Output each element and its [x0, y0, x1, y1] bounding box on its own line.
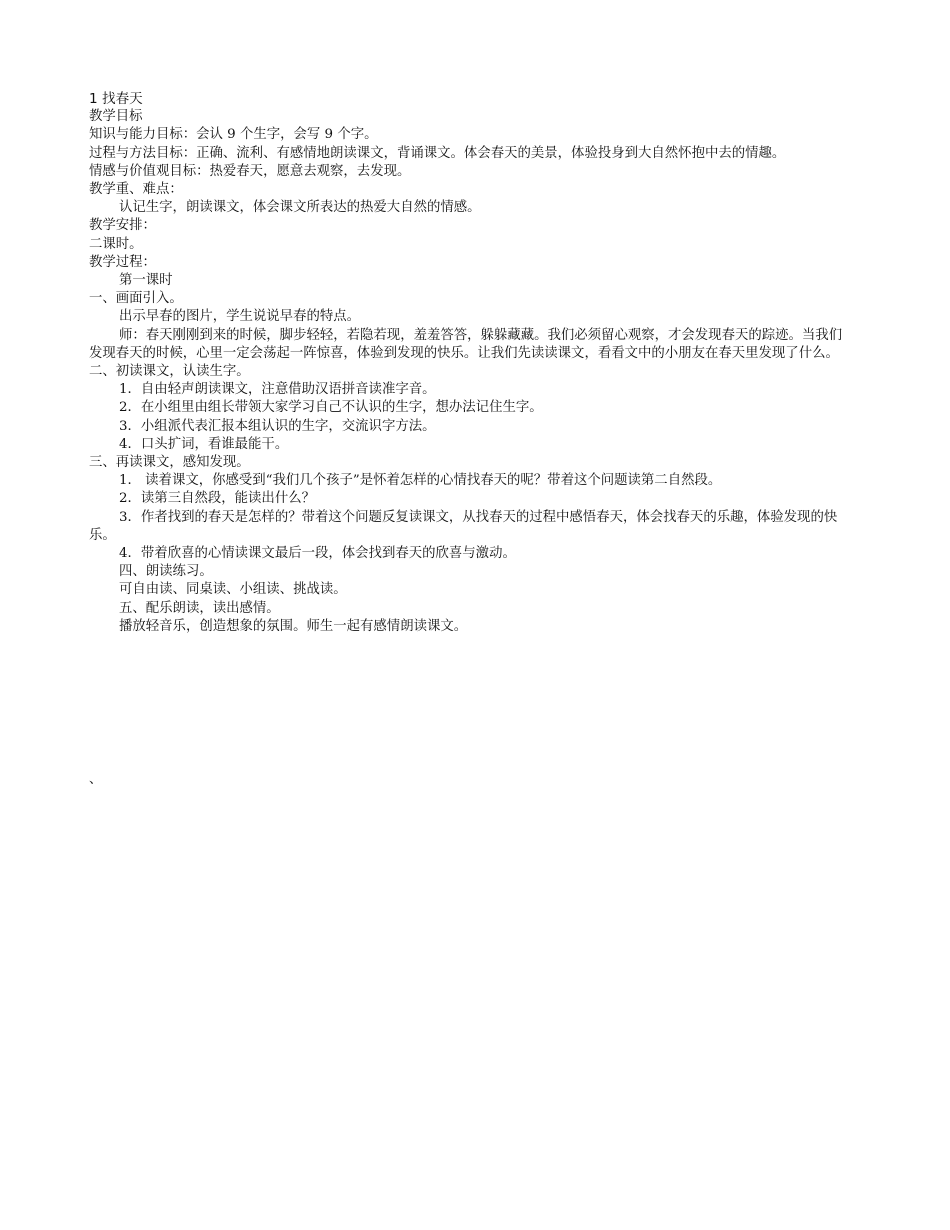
- paragraph-line: 3．作者找到的春天是怎样的？带着这个问题反复读课文，从找春天的过程中感悟春天，体会找春天的乐趣，体验发现的快乐。: [89, 509, 838, 543]
- paragraph-line: 出示早春的图片，学生说说早春的特点。: [119, 309, 361, 325]
- paragraph-line: 3．小组派代表汇报本组认识的生字，交流识字方法。: [119, 418, 436, 434]
- paragraph-line: 认记生字，朗读课文，体会课文所表达的热爱大自然的情感。: [119, 200, 481, 216]
- paragraph-line: 第一课时: [119, 273, 173, 289]
- paragraph-line: 1．自由轻声朗读课文，注意借助汉语拼音读准字音。: [119, 382, 436, 398]
- paragraph-line: 教学过程：: [89, 254, 156, 270]
- document-lines: [89, 108, 851, 636]
- paragraph-line: 教学目标: [89, 109, 143, 125]
- paragraph-line: 教学重、难点：: [89, 182, 183, 198]
- stray-punctuation: 、: [89, 772, 103, 787]
- paragraph-line: 教学安排：: [89, 218, 156, 234]
- paragraph-line: 一、画面引入。: [89, 291, 183, 307]
- paragraph-line: 可自由读、同桌读、小组读、挑战读。: [119, 582, 347, 598]
- document-title: 1 找春天: [89, 91, 143, 107]
- paragraph-line: 二、初读课文，认读生字。: [89, 364, 250, 380]
- document-body: [89, 90, 851, 636]
- paragraph-line: 情感与价值观目标：热爱春天，愿意去观察，去发现。: [89, 163, 411, 179]
- paragraph-line: 知识与能力目标：会认 9 个生字，会写 9 个字。: [89, 127, 378, 143]
- paragraph-line: 四、朗读练习。: [119, 564, 213, 580]
- paragraph-line: 师：春天刚刚到来的时候，脚步轻轻，若隐若现，羞羞答答，躲躲藏藏。我们必须留心观察，才会发现春天的踪迹。当我们发现春天的时候，心里一定会荡起一阵惊喜，体验到发现的快乐。让我们先读读课文，看看文中的小朋友在春天里发现了什么。: [89, 327, 843, 361]
- paragraph-line: 4．带着欣喜的心情读课文最后一段，体会找到春天的欣喜与激动。: [119, 546, 516, 562]
- paragraph-line: 2．在小组里由组长带领大家学习自己不认识的生字，想办法记住生字。: [119, 400, 543, 416]
- paragraph-line: 播放轻音乐，创造想象的氛围。师生一起有感情朗读课文。: [119, 618, 468, 634]
- paragraph-line: 过程与方法目标：正确、流利、有感情地朗读课文，背诵课文。体会春天的美景，体验投身到大自然怀抱中去的情趣。: [89, 145, 786, 161]
- paragraph-line: 2．读第三自然段，能读出什么？: [119, 491, 315, 507]
- paragraph-line: 二课时。: [89, 236, 143, 252]
- paragraph-line: 1． 读着课文，你感受到“我们几个孩子”是怀着怎样的心情找春天的呢？带着这个问题读第二自然段。: [119, 473, 722, 489]
- paragraph-line: 三、再读课文，感知发现。: [89, 455, 250, 471]
- paragraph-line: 4．口头扩词，看谁最能干。: [119, 436, 289, 452]
- paragraph-line: 五、配乐朗读，读出感情。: [119, 600, 280, 616]
